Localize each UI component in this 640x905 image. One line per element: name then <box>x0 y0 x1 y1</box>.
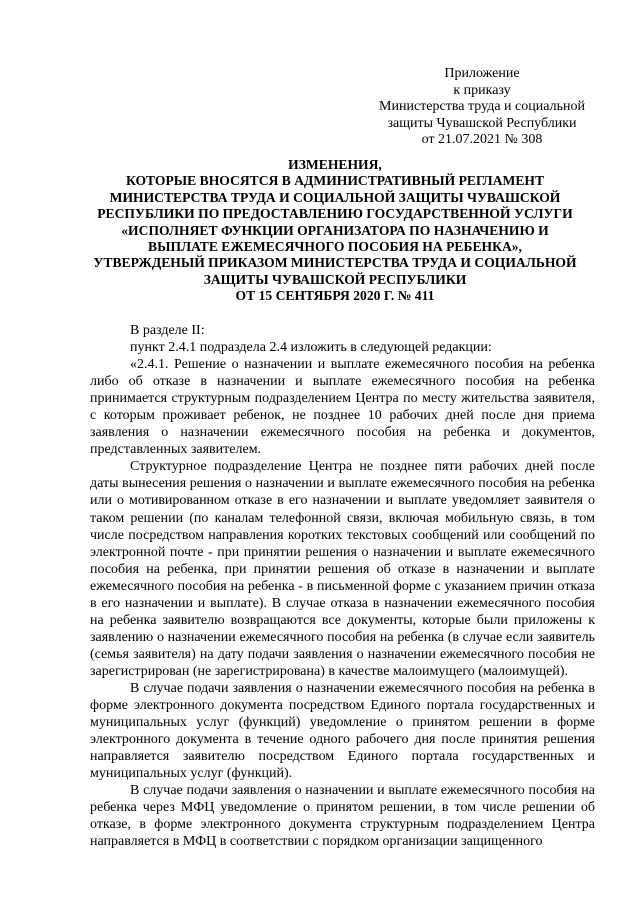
point-intro: пункт 2.4.1 подраздела 2.4 изложить в следующей редакции: <box>130 340 492 356</box>
title-line: УТВЕРЖДЕНЫЙ ПРИКАЗОМ МИНИСТЕРСТВА ТРУДА И СОЦИАЛЬНОЙ <box>93 255 577 271</box>
appendix-line: к приказу <box>453 82 511 98</box>
body-paragraph: В случае подачи заявления о назначении и выплате ежемесячного пособия на ребенка через МФЦ уведомление о принятом решении, в том числе решении об отказе, в форме электронного документа структурным подразделением Центра направляется в МФЦ в соответствии с порядком организации защищенного <box>90 783 595 850</box>
appendix-line: Министерства труда и социальной <box>379 99 585 114</box>
title-line: РЕСПУБЛИКИ ПО ПРЕДОСТАВЛЕНИЮ ГОСУДАРСТВЕННОЙ УСЛУГИ <box>97 206 573 222</box>
appendix-line: защиты Чувашской Республики <box>387 115 577 131</box>
title-line: ВЫПЛАТЕ ЕЖЕМЕСЯЧНОГО ПОСОБИЯ НА РЕБЕНКА», <box>148 239 522 255</box>
title-line: ИЗМЕНЕНИЯ, <box>288 157 382 172</box>
appendix-line: от 21.07.2021 № 308 <box>421 132 543 147</box>
title-line: «ИСПОЛНЯЕТ ФУНКЦИИ ОРГАНИЗАТОРА ПО НАЗНАЧЕНИЮ И <box>121 222 549 238</box>
body-paragraph: В случае подачи заявления о назначении ежемесячного пособия на ребенка в форме электронного документа посредством Единого портала государственных и муниципальных услуг (функций) уведомление о принятом решении в форме электронного документа в течение одного рабочего дня после принятия решения направляется заявителю посредством Единого портала государственных и муниципальных услуг (функций). <box>90 680 595 782</box>
appendix-header <box>372 66 592 149</box>
section-heading: В разделе II: <box>130 323 205 338</box>
document-body <box>90 322 595 850</box>
body-paragraph: Структурное подразделение Центра не позднее пяти рабочих дней после даты вынесения решения о назначении и выплате ежемесячного пособия на ребенка или о мотивированном отказе в его назначении и выплате уведомляет заявителя о таком решении (по каналам телефонной связи, включая мобильную связь, в том числе посредством направления коротких текстовых сообщений или сообщений по электронной почте - при принятии решения о назначении и выплате ежемесячного пособия на ребенка, при принятии решения об отказе в назначении и выплате ежемесячного пособия на ребенка - в письменной форме с указанием причин отказа в его назначении и выплате). В случае отказа в назначении ежемесячного пособия на ребенка заявителю возвращаются все документы, которые были приложены к заявлению о назначении ежемесячного пособия на ребенка (в случае если заявитель (семья заявителя) на дату подачи заявления о назначении ежемесячного пособия не зарегистрирован (не зарегистрирована) в качестве малоимущего (малоимущей). <box>90 459 595 679</box>
appendix-line: Приложение <box>444 66 520 81</box>
title-line: КОТОРЫЕ ВНОСЯТСЯ В АДМИНИСТРАТИВНЫЙ РЕГЛАМЕНТ <box>125 173 545 189</box>
title-line: ОТ 15 СЕНТЯБРЯ 2020 Г. № 411 <box>235 288 435 304</box>
body-paragraph: «2.4.1. Решение о назначении и выплате ежемесячного пособия на ребенка либо об отказе в назначении и выплате ежемесячного пособия на ребенка принимается структурным подразделением Центра по месту жительства заявителя, с которым проживает ребенок, не позднее 10 рабочих дней после дня приема заявления о назначении ежемесячного пособия на ребенка и документов, представленных заявителем. <box>90 357 595 458</box>
title-line: ЗАЩИТЫ ЧУВАШСКОЙ РЕСПУБЛИКИ <box>203 271 467 287</box>
document-title <box>70 157 600 305</box>
title-line: МИНИСТЕРСТВА ТРУДА И СОЦИАЛЬНОЙ ЗАЩИТЫ ЧУВАШСКОЙ <box>109 189 561 205</box>
